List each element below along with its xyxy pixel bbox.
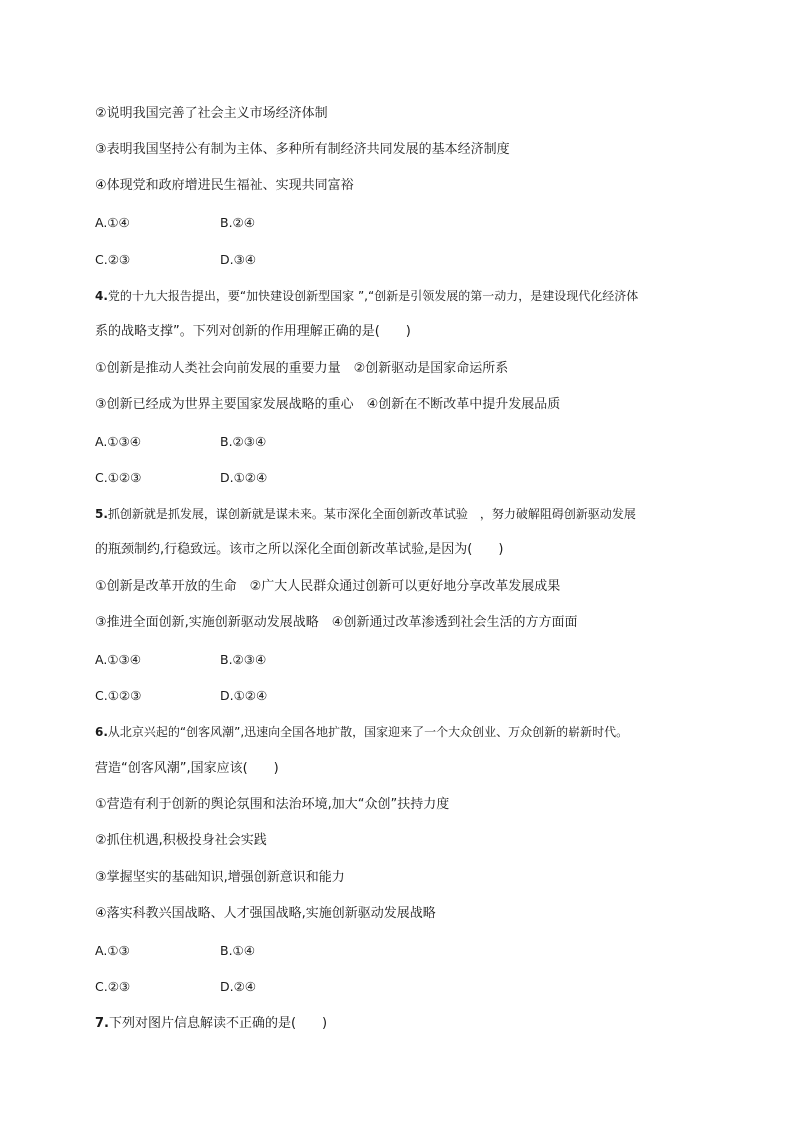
q4-items-line-2: ③创新已经成为世界主要国家发展战略的重心 ④创新在不断改革中提升发展品质 xyxy=(95,397,561,412)
q7-stem-text-1: 下列对图片信息解读不正确的是( ) xyxy=(108,1016,328,1031)
q7-stem-line-1 xyxy=(95,1015,327,1033)
q5-stem-line-1 xyxy=(95,505,636,523)
q4-number: 4. xyxy=(95,289,108,303)
q3-item-2: ②说明我国完善了社会主义市场经济体制 xyxy=(95,106,328,121)
q4-stem-text-1: 党的十九大报告提出，要“加快建设创新型国家 ”,“创新是引领发展的第一动力，是建设现代化经济体 xyxy=(107,289,639,303)
q6-option-a: A.①③ xyxy=(95,943,130,958)
q3-option-a: A.①④ xyxy=(95,215,130,230)
q5-option-c: C.①②③ xyxy=(95,688,142,703)
q4-option-c: C.①②③ xyxy=(95,470,142,485)
q6-item-3: ③掌握坚实的基础知识,增强创新意识和能力 xyxy=(95,870,345,885)
q4-option-d: D.①②④ xyxy=(220,470,268,485)
q6-item-4: ④落实科教兴国战略、人才强国战略,实施创新驱动发展战略 xyxy=(95,906,436,921)
q5-option-b: B.②③④ xyxy=(220,652,267,667)
q6-stem-text-1: 从北京兴起的“创客风潮”,迅速向全国各地扩散，国家迎来了一个大众创业、万众创新的崭新时代。 xyxy=(107,725,629,739)
q5-option-a: A.①③④ xyxy=(95,652,141,667)
q6-option-d: D.②④ xyxy=(220,979,257,994)
q5-stem-text-1: 抓创新就是抓发展，谋创新就是谋未来。某市深化全面创新改革试验 ，努力破解阻碍创新驱动发展 xyxy=(107,507,636,521)
q6-option-c: C.②③ xyxy=(95,979,131,994)
q7-number: 7. xyxy=(95,1016,109,1031)
q4-stem-line-2: 系的战略支撑”。下列对创新的作用理解正确的是( ) xyxy=(95,324,411,339)
q5-items-line-1: ①创新是改革开放的生命 ②广大人民群众通过创新可以更好地分享改革发展成果 xyxy=(95,579,561,594)
q5-items-line-2: ③推进全面创新,实施创新驱动发展战略 ④创新通过改革渗透到社会生活的方方面面 xyxy=(95,615,578,630)
q5-number: 5. xyxy=(95,507,108,521)
q4-option-b: B.②③④ xyxy=(220,434,267,449)
q3-item-3: ③表明我国坚持公有制为主体、多种所有制经济共同发展的基本经济制度 xyxy=(95,142,510,157)
q4-items-line-1: ①创新是推动人类社会向前发展的重要力量 ②创新驱动是国家命运所系 xyxy=(95,361,509,376)
q6-item-1: ①营造有利于创新的舆论氛围和法治环境,加大“众创”扶持力度 xyxy=(95,797,450,812)
q6-stem-line-1 xyxy=(95,723,628,741)
q6-option-b: B.①④ xyxy=(220,943,255,958)
q3-item-4: ④体现党和政府增进民生福祉、实现共同富裕 xyxy=(95,178,354,193)
q5-stem-line-2: 的瓶颈制约,行稳致远。该市之所以深化全面创新改革试验,是因为( ) xyxy=(95,542,504,557)
q6-stem-line-2: 营造“创客风潮”,国家应该( ) xyxy=(95,761,279,776)
q6-number: 6. xyxy=(95,725,108,739)
q4-option-a: A.①③④ xyxy=(95,434,141,449)
q5-option-d: D.①②④ xyxy=(220,688,268,703)
q4-stem-line-1 xyxy=(95,287,638,305)
q6-item-2: ②抓住机遇,积极投身社会实践 xyxy=(95,833,267,848)
q3-option-c: C.②③ xyxy=(95,252,131,267)
q3-option-d: D.③④ xyxy=(220,252,257,267)
q3-option-b: B.②④ xyxy=(220,215,255,230)
